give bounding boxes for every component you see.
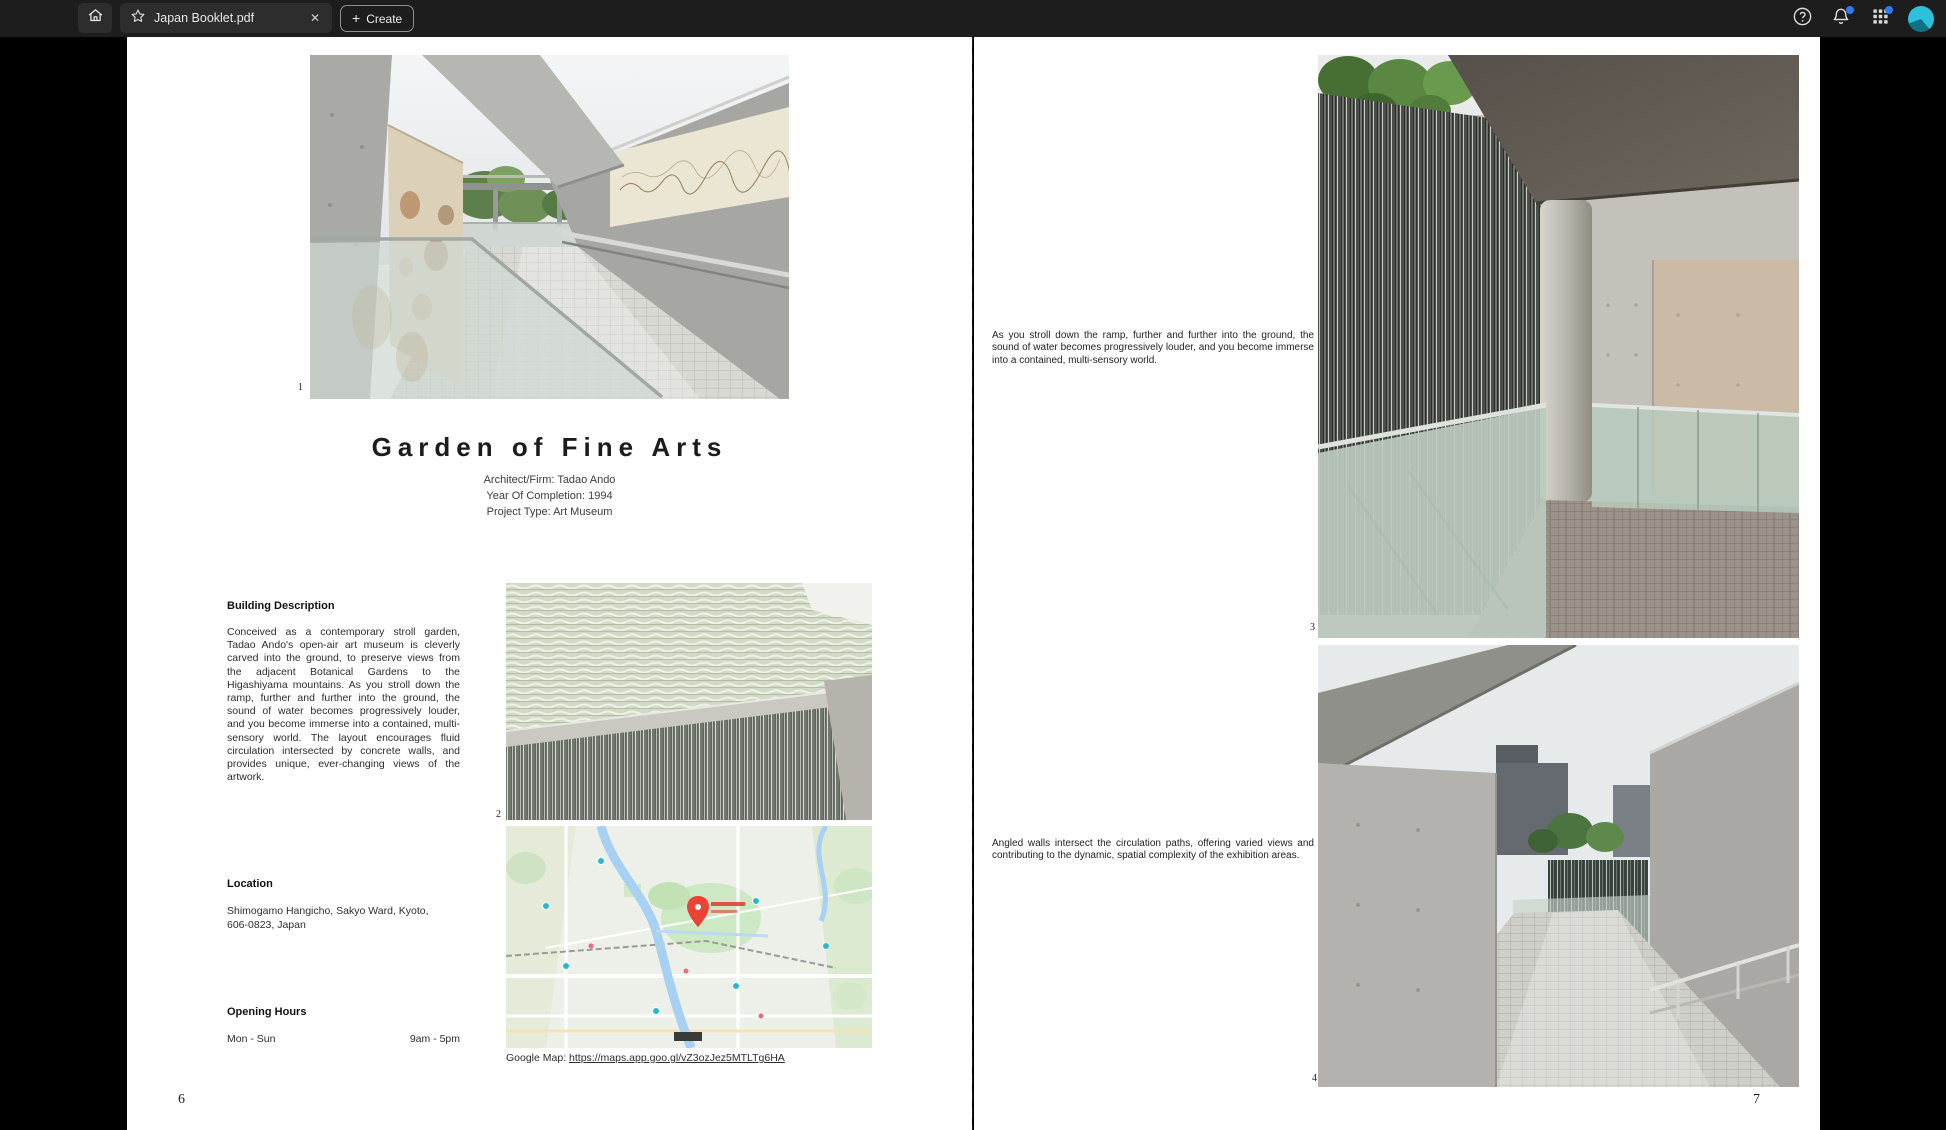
app-switcher-button[interactable] — [1869, 8, 1891, 30]
page-number-right: 7 — [1753, 1092, 1760, 1107]
close-tab-icon[interactable]: ✕ — [309, 11, 320, 25]
notifications-button[interactable] — [1830, 8, 1852, 30]
building-description-body: Conceived as a contemporary stroll garden, Tadao Ando's open-air art museum is cleverly carved into the ground, to preserve views from the adjacent Botanical Gardens to the Higashiyama mountains. As you stroll down the ramp, further and further into the ground, the sound of water becomes progressively louder, and you become immerse into a contained, multi-sensory world. The layout encourages fluid circulation intersected by concrete walls, and provides unique, ever-changing views of the artwork. — [227, 626, 460, 784]
photo-waterfall-edge — [506, 583, 872, 820]
page-number-left: 6 — [178, 1092, 185, 1107]
meta-year: Year Of Completion: 1994 — [486, 490, 613, 502]
address-line-2: 606-0823, Japan — [227, 919, 306, 931]
plus-icon: + — [352, 10, 361, 26]
caption-angled-walls: Angled walls intersect the circulation paths, offering varied views and contributing to the dynamic, spatial complexity of the exhibition areas. — [992, 838, 1314, 862]
meta-architect: Architect/Firm: Tadao Ando — [483, 474, 616, 486]
home-icon — [87, 7, 104, 29]
photo-label-1: 1 — [298, 382, 303, 393]
address-line-1: Shimogamo Hangicho, Sakyo Ward, Kyoto, — [227, 905, 429, 917]
location-address — [227, 904, 460, 932]
opening-time: 9am - 5pm — [409, 1033, 460, 1045]
opening-days: Mon - Sun — [227, 1033, 276, 1045]
photo-waterfall-wall — [1318, 55, 1799, 638]
opening-hours-row — [227, 1033, 460, 1045]
map-link-label: Google Map: — [506, 1052, 567, 1064]
create-button[interactable] — [340, 5, 414, 32]
notification-badge — [1846, 6, 1854, 14]
user-avatar[interactable] — [1908, 6, 1934, 32]
help-icon — [1792, 6, 1813, 32]
top-toolbar — [0, 0, 1946, 37]
create-button-label: Create — [366, 11, 403, 26]
booklet-page-left — [127, 37, 972, 1130]
booklet-page-right — [974, 37, 1820, 1130]
photo-label-3: 3 — [1310, 622, 1315, 633]
document-tab[interactable] — [120, 3, 332, 33]
photo-label-4: 4 — [1312, 1073, 1317, 1084]
project-meta — [127, 472, 972, 520]
page-title: Garden of Fine Arts — [371, 432, 728, 462]
photo-angled-walls — [1318, 645, 1799, 1087]
location-map — [506, 826, 872, 1048]
help-button[interactable] — [1791, 8, 1813, 30]
apps-badge — [1885, 6, 1893, 14]
meta-type: Project Type: Art Museum — [486, 506, 613, 518]
map-link-url[interactable]: https://maps.app.goo.gl/vZ3ozJez5MTLTg6HA — [569, 1052, 785, 1064]
photo-ramp-corridor — [310, 55, 789, 399]
document-tab-title: Japan Booklet.pdf — [154, 11, 255, 25]
map-link-line — [506, 1052, 785, 1064]
building-description-heading: Building Description — [227, 600, 335, 612]
toolbar-right-icons — [1791, 0, 1934, 37]
photo-label-2: 2 — [496, 809, 501, 820]
location-heading: Location — [227, 878, 273, 890]
home-button[interactable] — [78, 3, 112, 33]
opening-hours-heading: Opening Hours — [227, 1006, 307, 1018]
star-icon[interactable] — [130, 8, 146, 29]
caption-waterfall: As you stroll down the ramp, further and further into the ground, the sound of water becomes progressively louder, and you become immerse into a contained, multi-sensory world. — [992, 330, 1314, 366]
